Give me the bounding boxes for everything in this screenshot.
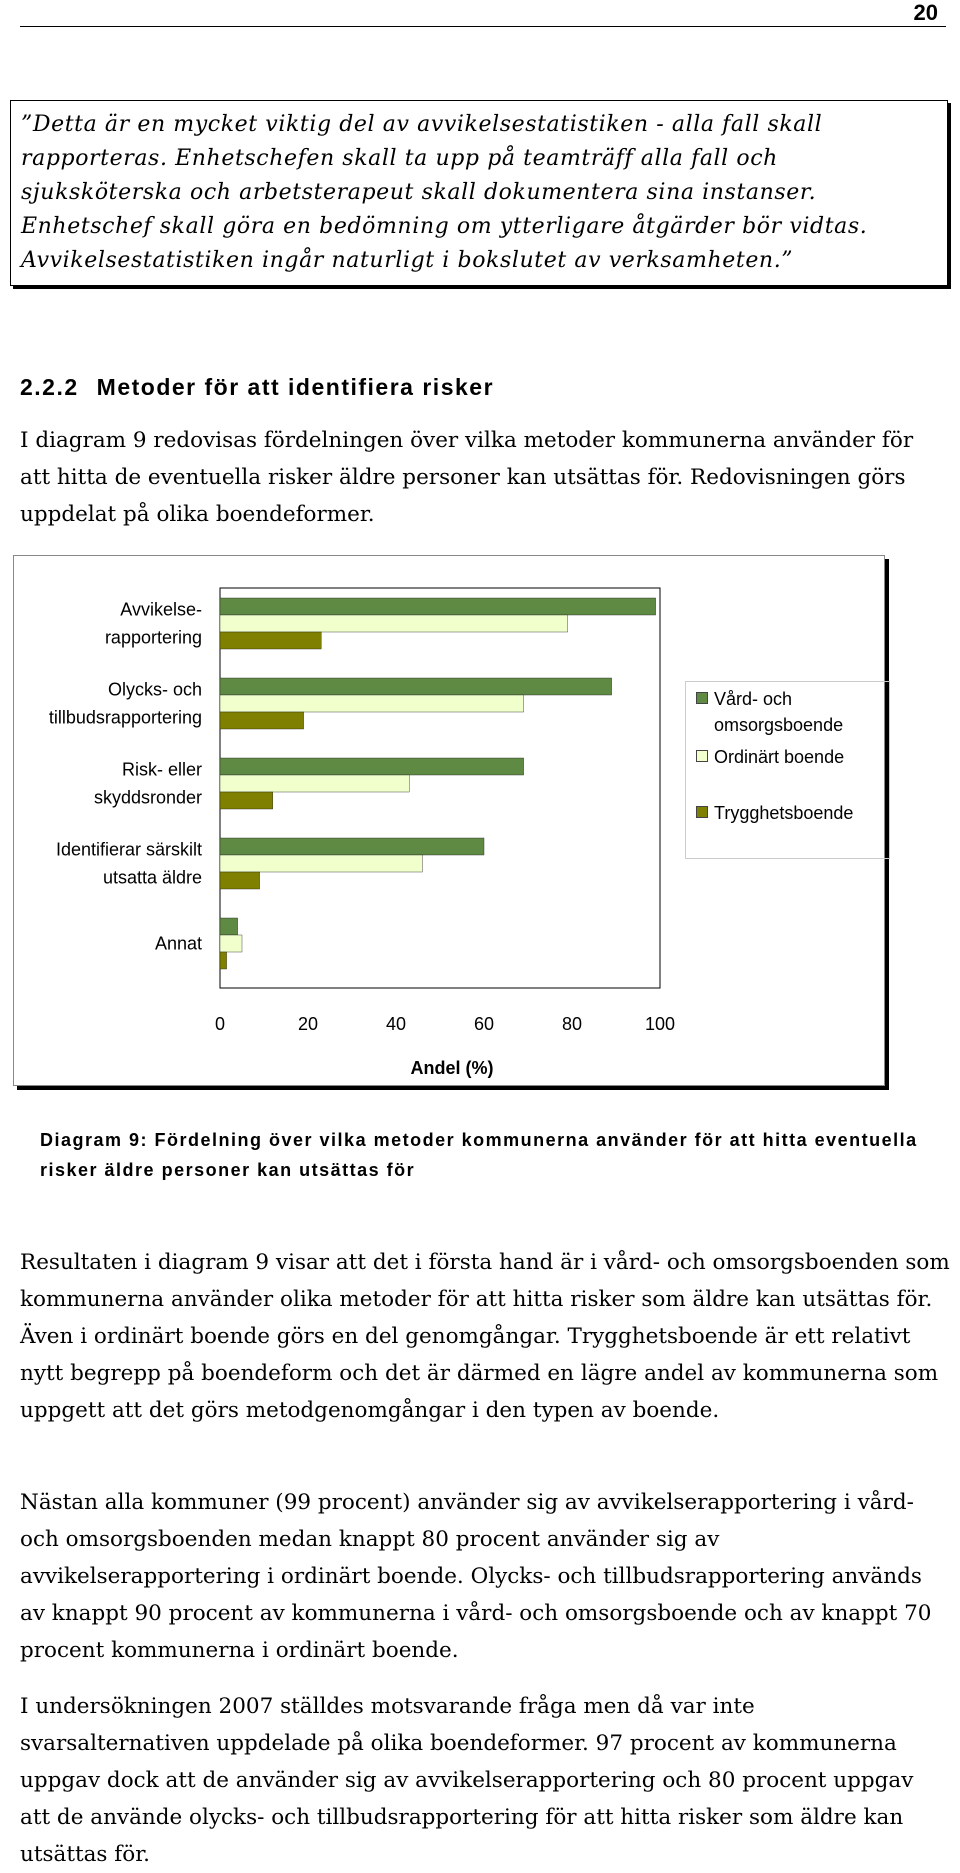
x-tick-label: 0: [214, 1014, 226, 1034]
legend-swatch: [696, 806, 708, 818]
bar-1-5: [220, 918, 238, 935]
intro-paragraph: I diagram 9 redovisas fördelningen över vilka metoder kommunerna använder för att hitta de eventuella risker äldre personer kan utsättas för. Redovisningen görs uppdelat på olika boendeformer.: [20, 428, 914, 527]
x-axis-label: Andel (%): [410, 1058, 494, 1078]
bar-2-4: [220, 855, 422, 872]
chart-frame: [13, 555, 885, 1086]
result-paragraph-2: Nästan alla kommuner (99 procent) använder sig av avvikelserapportering i vård- och omsorgsboenden medan knappt 80 procent använder sig av avvikelserapportering i ordinärt boende. Olycks- och tillbudsrapportering används av knappt 90 procent av kommunerna i vård- och omsorgsboende och av knappt 70 procent kommunerna i ordinärt boende.: [20, 1490, 932, 1663]
chart-legend: [685, 681, 890, 859]
legend-swatch: [696, 750, 708, 762]
header-rule: [20, 26, 946, 27]
result-paragraph-1: Resultaten i diagram 9 visar att det i första hand är i vård- och omsorgsboenden som kommunerna använder olika metoder för att hitta risker som äldre kan utsättas för. Även i ordinärt boende görs en del genomgångar. Trygghetsboende är ett relativt nytt begrepp på boendeform och det är därmed en lägre andel av kommunerna som uppgett att det görs metodgenomgångar i den typen av boende.: [20, 1250, 950, 1423]
legend-label: Trygghetsboende: [714, 803, 854, 823]
category-label: Risk- eller skyddsronder: [93, 759, 202, 808]
bar-2-3: [220, 775, 409, 792]
x-tick-label: 100: [644, 1014, 676, 1034]
bar-1-3: [220, 758, 524, 775]
x-tick-label: 60: [473, 1014, 495, 1034]
section-title: Metoder för att identifiera risker: [96, 374, 495, 400]
x-tick-label: 80: [561, 1014, 583, 1034]
legend-label: Ordinärt boende: [714, 747, 845, 767]
bar-1-1: [220, 598, 656, 615]
quote-box: ”Detta är en mycket viktig del av avvikelsestatistiken - alla fall skall rapporteras. Enhetschefen skall ta upp på teamträff alla fall och sjuksköterska och arbetsterapeut skall dokumentera sina instanser. Enhetschef skall göra en bedömning om ytterligare åtgärder bör vidtas. Avvikelsestatistiken ingår naturligt i bokslutet av verksamheten.”: [10, 100, 948, 286]
bar-3-1: [220, 632, 321, 649]
category-label: Identifierar särskilt utsatta äldre: [55, 839, 202, 888]
category-label: Olycks- och tillbudsrapportering: [48, 679, 202, 728]
legend-item-3: [696, 800, 889, 826]
chart-caption: Diagram 9: Fördelning över vilka metoder kommunerna använder för att hitta eventuella risker äldre personer kan utsättas för: [40, 1130, 918, 1180]
bar-1-2: [220, 678, 612, 695]
bar-1-4: [220, 838, 484, 855]
category-label: Avvikelse-rapportering: [104, 599, 202, 648]
bar-3-4: [220, 872, 260, 889]
legend-item-2: [696, 744, 889, 770]
section-number: 2.2.2: [20, 374, 79, 400]
bar-2-1: [220, 615, 568, 632]
result-paragraph-3: I undersökningen 2007 ställdes motsvarande fråga men då var inte svarsalternativen uppdelade på olika boendeformer. 97 procent av kommunerna uppgav dock att de använder sig av avvikelserapportering och 80 procent uppgav att de använde olycks- och tillbudsrapportering för att hitta risker som äldre kan utsättas för.: [20, 1694, 914, 1867]
bar-3-2: [220, 712, 304, 729]
bar-2-5: [220, 935, 242, 952]
bar-3-3: [220, 792, 273, 809]
category-label: Annat: [154, 933, 202, 954]
x-tick-label: 40: [385, 1014, 407, 1034]
bar-3-5: [220, 952, 227, 969]
legend-swatch: [696, 692, 708, 704]
bar-2-2: [220, 695, 524, 712]
legend-item-1: [696, 686, 889, 738]
x-tick-label: 20: [297, 1014, 319, 1034]
page-number: 20: [913, 0, 938, 25]
section-heading: [20, 374, 494, 401]
legend-label: Vård- och omsorgsboende: [714, 689, 844, 735]
